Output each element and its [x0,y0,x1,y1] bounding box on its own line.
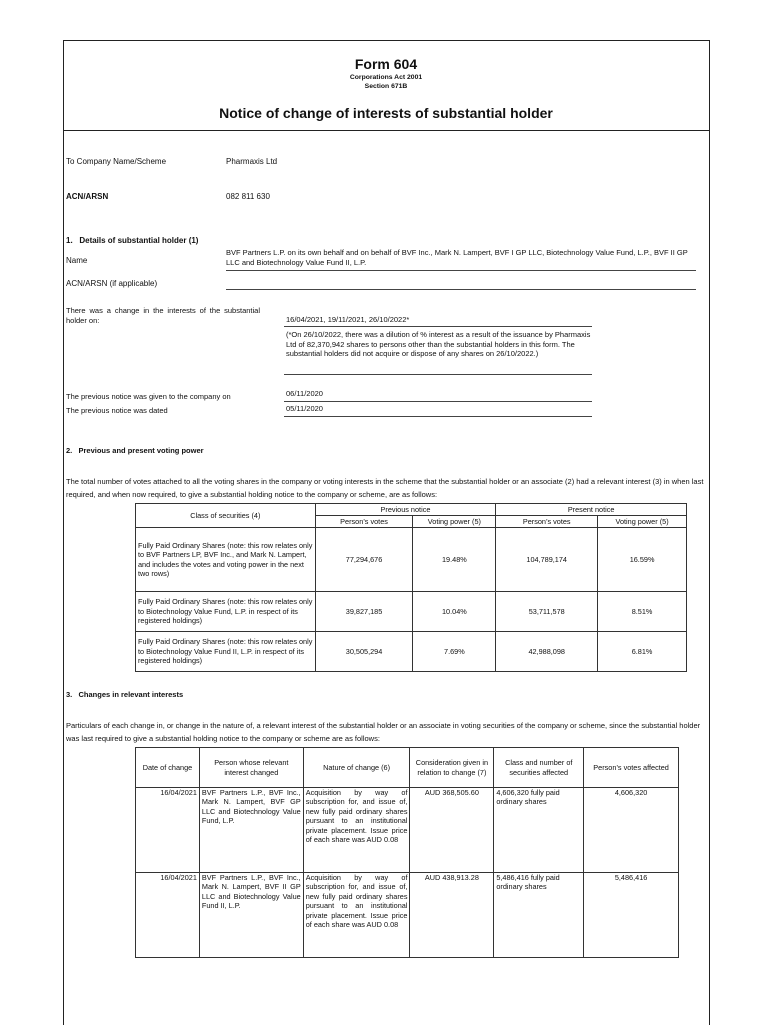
pres-votes-header: Person’s votes [496,516,598,528]
nature-cell: Acquisition by way of subscription for, and issue of, new fully paid ordinary shares pursuant to an institutional private placement. Issue price of each share was AUD 0.08 [303,788,410,873]
securities-cell: 5,486,416 fully paid ordinary shares [494,873,584,958]
prev-dated-label: The previous notice was dated [66,406,168,415]
prev-given-label: The previous notice was given to the company on [66,392,231,401]
prev-votes-cell: 39,827,185 [315,592,413,632]
act-subtitle: Corporations Act 2001 [349,74,423,81]
prev-dated-value: 05/11/2020 [286,404,323,413]
present-notice-header: Present notice [496,504,687,516]
holder-acn-underline [226,289,696,290]
section3-intro: Particulars of each change in, or change in the nature of, a relevant interest of the substantial holder or an associate in voting securities of the company or scheme, since the substantial holder was last required to give a substantial holding notice to the company or scheme are as follows: [66,721,701,743]
consideration-header: Consideration given in relation to change (7) [410,748,494,788]
date-cell: 16/04/2021 [136,788,200,873]
voting-power-table [135,503,687,672]
class-cell: Fully Paid Ordinary Shares (note: this row relates only to BVF Partners LP, BVF Inc., and Mark N. Lampert, and includes the votes and voting power in the next two rows) [136,528,316,592]
section-subtitle: Section 671B [364,83,408,90]
prev-power-cell: 7.69% [413,632,496,672]
pres-power-cell: 16.59% [598,528,687,592]
table-row [136,788,679,873]
table-row [136,873,679,958]
consideration-cell: AUD 368,505.60 [410,788,494,873]
votes-cell: 5,486,416 [584,873,679,958]
prev-power-cell: 10.04% [413,592,496,632]
pres-power-cell: 6.81% [598,632,687,672]
header-divider [63,130,709,131]
section2-heading: 2. Previous and present voting power [66,446,204,455]
prev-power-header: Voting power (5) [413,516,496,528]
company-value: Pharmaxis Ltd [226,157,278,166]
acn-label: ACN/ARSN [66,192,109,201]
changes-table [135,747,679,958]
pres-votes-cell: 104,789,174 [496,528,598,592]
section3-heading: 3. Changes in relevant interests [66,690,184,699]
date-header: Date of change [136,748,200,788]
holder-name-value: BVF Partners L.P. on its own behalf and on behalf of BVF Inc., Mark N. Lampert, BVF I GP LLC, Biotechnology Value Fund, L.P., BVF II GP LLC and Biotechnology Value Fund II, L.P. [226,248,688,267]
nature-cell: Acquisition by way of subscription for, and issue of, new fully paid ordinary shares pursuant to an institutional private placement. Issue price of each share was AUD 0.08 [303,873,410,958]
change-label: There was a change in the interests of the substantial holder on: [66,306,260,325]
person-cell: BVF Partners L.P., BVF Inc., Mark N. Lampert, BVF II GP LLC and Biotechnology Value Fund II, L.P. [199,873,303,958]
table-row [136,528,687,592]
person-cell: BVF Partners L.P., BVF Inc., Mark N. Lampert, BVF GP LLC and Biotechnology Value Fund, L.P. [199,788,303,873]
holder-name-label: Name [66,256,88,265]
votes-cell: 4,606,320 [584,788,679,873]
class-cell: Fully Paid Ordinary Shares (note: this row relates only to Biotechnology Value Fund II, L.P. in respect of its registered holdings) [136,632,316,672]
securities-cell: 4,606,320 fully paid ordinary shares [494,788,584,873]
previous-notice-header: Previous notice [315,504,496,516]
company-label: To Company Name/Scheme [66,157,167,166]
table-row [136,632,687,672]
prev-power-cell: 19.48% [413,528,496,592]
holder-acn-label: ACN/ARSN (if applicable) [66,279,158,288]
consideration-cell: AUD 438,913.28 [410,873,494,958]
prev-given-value: 06/11/2020 [286,389,323,398]
change-dates-underline [284,326,592,327]
prev-votes-header: Person’s votes [315,516,413,528]
class-header: Class of securities (4) [136,504,316,528]
notice-title: Notice of change of interests of substantial holder [219,105,553,121]
change-note: (*On 26/10/2022, there was a dilution of % interest as a result of the issuance by Pharmaxis Ltd of 82,370,942 shares to persons other than the substantial holders in this form. The substantial holders did not acquire or dispose of any shares on 26/10/2022.) [286,330,591,359]
pres-power-header: Voting power (5) [598,516,687,528]
class-cell: Fully Paid Ordinary Shares (note: this row relates only to Biotechnology Value Fund, L.P. in respect of its registered holdings) [136,592,316,632]
pres-power-cell: 8.51% [598,592,687,632]
table-row [136,592,687,632]
prev-dated-underline [284,416,592,417]
person-header: Person whose relevant interest changed [199,748,303,788]
pres-votes-cell: 53,711,578 [496,592,598,632]
prev-votes-cell: 30,505,294 [315,632,413,672]
name-underline [226,270,696,271]
section1-heading: 1. Details of substantial holder (1) [66,236,199,245]
prev-given-underline [284,401,592,402]
securities-header: Class and number of securities affected [494,748,584,788]
form-title: Form 604 [354,56,418,72]
date-cell: 16/04/2021 [136,873,200,958]
change-dates: 16/04/2021, 19/11/2021, 26/10/2022* [286,315,410,324]
acn-value: 082 811 630 [226,192,270,201]
nature-header: Nature of change (6) [303,748,410,788]
prev-votes-cell: 77,294,676 [315,528,413,592]
votes-header: Person’s votes affected [584,748,679,788]
pres-votes-cell: 42,988,098 [496,632,598,672]
change-note-underline [284,374,592,375]
section2-intro: The total number of votes attached to all the voting shares in the company or voting interests in the scheme that the substantial holder or an associate (2) had a relevant interest (3) in when last required, and when now required, to give a substantial holding notice to the company or scheme, are as follows: [66,477,704,499]
